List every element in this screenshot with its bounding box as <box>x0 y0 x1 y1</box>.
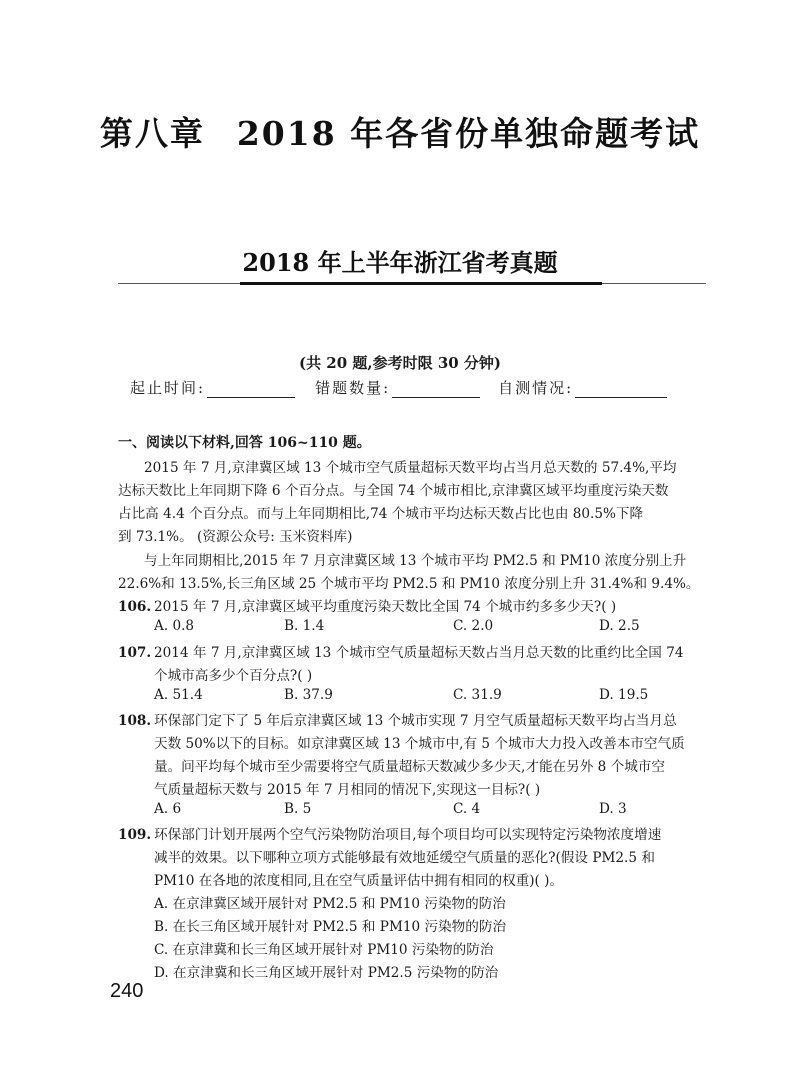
material-line: 22.6%和 13.5%,长三角区域 25 个城市平均 PM2.5 和 PM10 浓度分别上升 31.4%和 9.4%。 <box>118 576 700 592</box>
question-text: 量。问平均每个城市至少需要将空气质量超标天数减少多少天,才能在另外 8 个城市空 <box>154 759 665 775</box>
option-a[interactable]: A. 在京津冀区域开展针对 PM2.5 和 PM10 污染物的防治 <box>154 896 506 912</box>
time-label: 起止时间: <box>130 379 206 397</box>
option-d[interactable]: D. 19.5 <box>599 687 649 703</box>
option-b[interactable]: B. 1.4 <box>284 618 325 634</box>
time-field <box>130 377 295 398</box>
option-c[interactable]: C. 2.0 <box>453 618 494 634</box>
question-stem <box>118 823 661 843</box>
option-b[interactable]: B. 5 <box>284 801 312 817</box>
part-one-heading: 一、阅读以下材料,回答 106~110 题。 <box>118 435 371 451</box>
material-line: 占比高 4.4 个百分点。而与上年同期相比,74 个城市平均达标天数占比也由 80.5%下降 <box>118 506 644 522</box>
material-line: 达标天数比上年同期下降 6 个百分点。与全国 74 个城市相比,京津冀区域平均重度污染天数 <box>118 483 669 499</box>
option-a[interactable]: A. 51.4 <box>154 687 203 703</box>
errors-blank[interactable] <box>392 380 480 398</box>
question-text: 减半的效果。以下哪种立项方式能够最有效地延缓空气质量的恶化?(假设 PM2.5 和 <box>154 850 655 866</box>
option-d[interactable]: D. 3 <box>599 801 627 817</box>
self-test-blank[interactable] <box>575 380 667 398</box>
option-b[interactable]: B. 在长三角区域开展针对 PM2.5 和 PM10 污染物的防治 <box>154 919 507 935</box>
exam-meta-row <box>130 377 685 398</box>
chapter-name: 2018 年各省份单独命题考试 <box>236 114 701 153</box>
question-text: 天数 50%以下的目标。如京津冀区域 13 个城市中,有 5 个城市大力投入改善本市空气质 <box>154 736 685 752</box>
question-text: 2014 年 7 月,京津冀区域 13 个城市空气质量超标天数占当月总天数的比重约比全国 74 <box>154 645 684 661</box>
question-text: 气质量超标天数与 2015 年 7 月相同的情况下,实现这一目标?( ) <box>154 782 541 798</box>
question-text: 2015 年 7 月,京津冀区域平均重度污染天数比全国 74 个城市约多多少天?( ) <box>154 599 617 615</box>
self-test-field <box>498 377 667 398</box>
self-test-label: 自测情况: <box>498 379 574 397</box>
option-c[interactable]: C. 31.9 <box>453 687 502 703</box>
option-a[interactable]: A. 6 <box>154 801 182 817</box>
errors-label: 错题数量: <box>315 379 391 397</box>
question-text: 环保部门定下了 5 年后京津冀区域 13 个城市实现 7 月空气质量超标天数平均占当月总 <box>154 713 677 729</box>
question-text: PM10 在各地的浓度相同,且在空气质量评估中拥有相同的权重)( )。 <box>154 873 564 889</box>
errors-field <box>315 377 480 398</box>
chapter-title <box>0 108 800 155</box>
material-line: 2015 年 7 月,京津冀区域 13 个城市空气质量超标天数平均占当月总天数的 57.4%,平均 <box>144 460 677 476</box>
question-number: 109. <box>118 827 152 843</box>
option-c[interactable]: C. 4 <box>453 801 481 817</box>
question-number: 108. <box>118 713 152 729</box>
question-number: 107. <box>118 645 152 661</box>
option-d[interactable]: D. 2.5 <box>599 618 640 634</box>
exam-subtitle: (共 20 题,参考时限 30 分钟) <box>298 354 502 372</box>
material-line: 到 73.1%。 (资源公众号: 玉米资料库) <box>118 529 353 545</box>
question-text: 个城市高多少个百分点?( ) <box>154 668 313 684</box>
question-stem <box>118 595 616 615</box>
option-d[interactable]: D. 在京津冀和长三角区域开展针对 PM2.5 污染物的防治 <box>154 965 499 981</box>
material-line: 与上年同期相比,2015 年 7 月京津冀区域 13 个城市平均 PM2.5 和 PM10 浓度分别上升 <box>144 553 687 569</box>
time-blank[interactable] <box>207 380 295 398</box>
question-text: 环保部门计划开展两个空气污染物防治项目,每个项目均可以实现特定污染物浓度增速 <box>154 827 662 843</box>
page-number: 240 <box>110 980 144 1002</box>
option-c[interactable]: C. 在京津冀和长三角区域开展针对 PM10 污染物的防治 <box>154 942 494 958</box>
section-divider-thick <box>240 282 602 285</box>
question-number: 106. <box>118 599 152 615</box>
question-stem <box>118 641 684 661</box>
question-stem <box>118 709 677 729</box>
section-title: 2018 年上半年浙江省考真题 <box>242 248 558 277</box>
chapter-label: 第八章 <box>99 114 205 153</box>
option-a[interactable]: A. 0.8 <box>154 618 195 634</box>
option-b[interactable]: B. 37.9 <box>284 687 333 703</box>
